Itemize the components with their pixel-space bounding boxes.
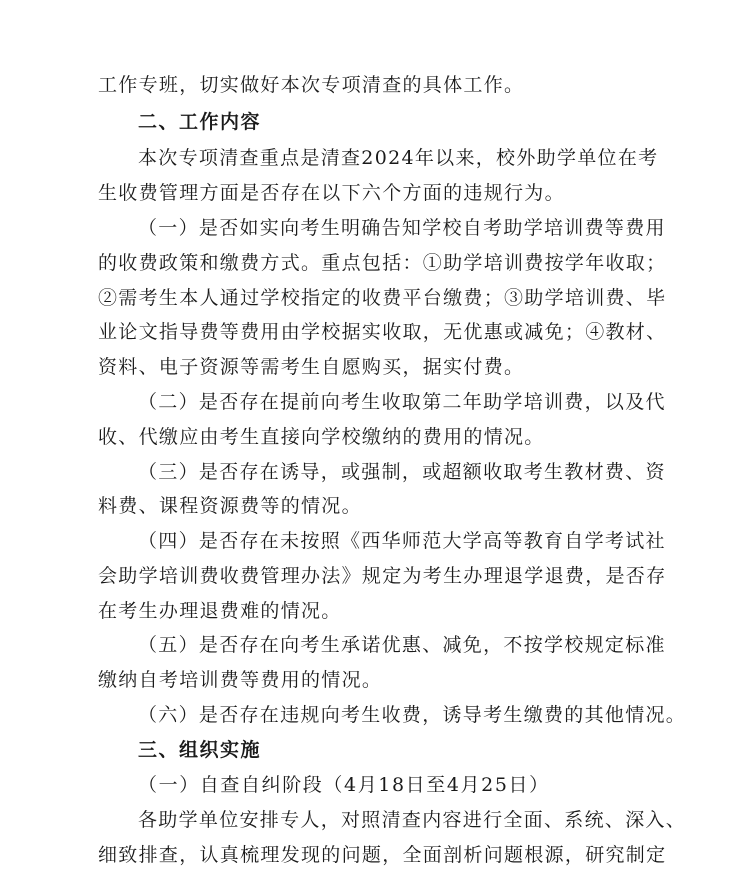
paragraph-line: 本次专项清查重点是清查2024年以来，校外助学单位在考 (138, 147, 659, 169)
paragraph-line: 收、代缴应由考生直接向学校缴纳的费用的情况。 (98, 426, 545, 448)
paragraph-line: （五）是否存在向考生承诺优惠、减免，不按学校规定标准 (138, 634, 666, 656)
section-heading-work-content: 二、工作内容 (138, 111, 262, 133)
paragraph-line: 工作专班，切实做好本次专项清查的具体工作。 (98, 74, 525, 96)
paragraph-line: 在考生办理退费难的情况。 (98, 600, 342, 622)
paragraph-line: 生收费管理方面是否存在以下六个方面的违规行为。 (98, 182, 565, 204)
paragraph-line: 细致排查，认真梳理发现的问题，全面剖析问题根源，研究制定 (98, 844, 667, 866)
paragraph-line: ②需考生本人通过学校指定的收费平台缴费；③助学培训费、毕 (98, 287, 667, 309)
paragraph-line: （一）是否如实向考生明确告知学校自考助学培训费等费用 (138, 217, 666, 239)
paragraph-line: （三）是否存在诱导，或强制，或超额收取考生教材费、资 (138, 461, 666, 483)
paragraph-line: （六）是否存在违规向考生收费，诱导考生缴费的其他情况。 (138, 704, 687, 726)
paragraph-line: （四）是否存在未按照《西华师范大学高等教育自学考试社 (138, 530, 666, 552)
paragraph-line: 各助学单位安排专人，对照清查内容进行全面、系统、深入、 (138, 809, 687, 831)
paragraph-line: 缴纳自考培训费等费用的情况。 (98, 669, 383, 691)
paragraph-line: 资料、电子资源等需考生自愿购买，据实付费。 (98, 356, 525, 378)
section-heading-organization: 三、组织实施 (138, 739, 262, 761)
paragraph-line: 的收费政策和缴费方式。重点包括：①助学培训费按学年收取； (98, 252, 667, 274)
paragraph-line: 业论文指导费等费用由学校据实收取，无优惠或减免；④教材、 (98, 321, 667, 343)
paragraph-line: （二）是否存在提前向考生收取第二年助学培训费，以及代 (138, 391, 666, 413)
paragraph-line: 料费、课程资源费等的情况。 (98, 495, 362, 517)
subsection-heading-self-check: （一）自查自纠阶段（4月18日至4月25日） (138, 774, 550, 796)
paragraph-line: 会助学培训费收费管理办法》规定为考生办理退学退费，是否存 (98, 565, 667, 587)
